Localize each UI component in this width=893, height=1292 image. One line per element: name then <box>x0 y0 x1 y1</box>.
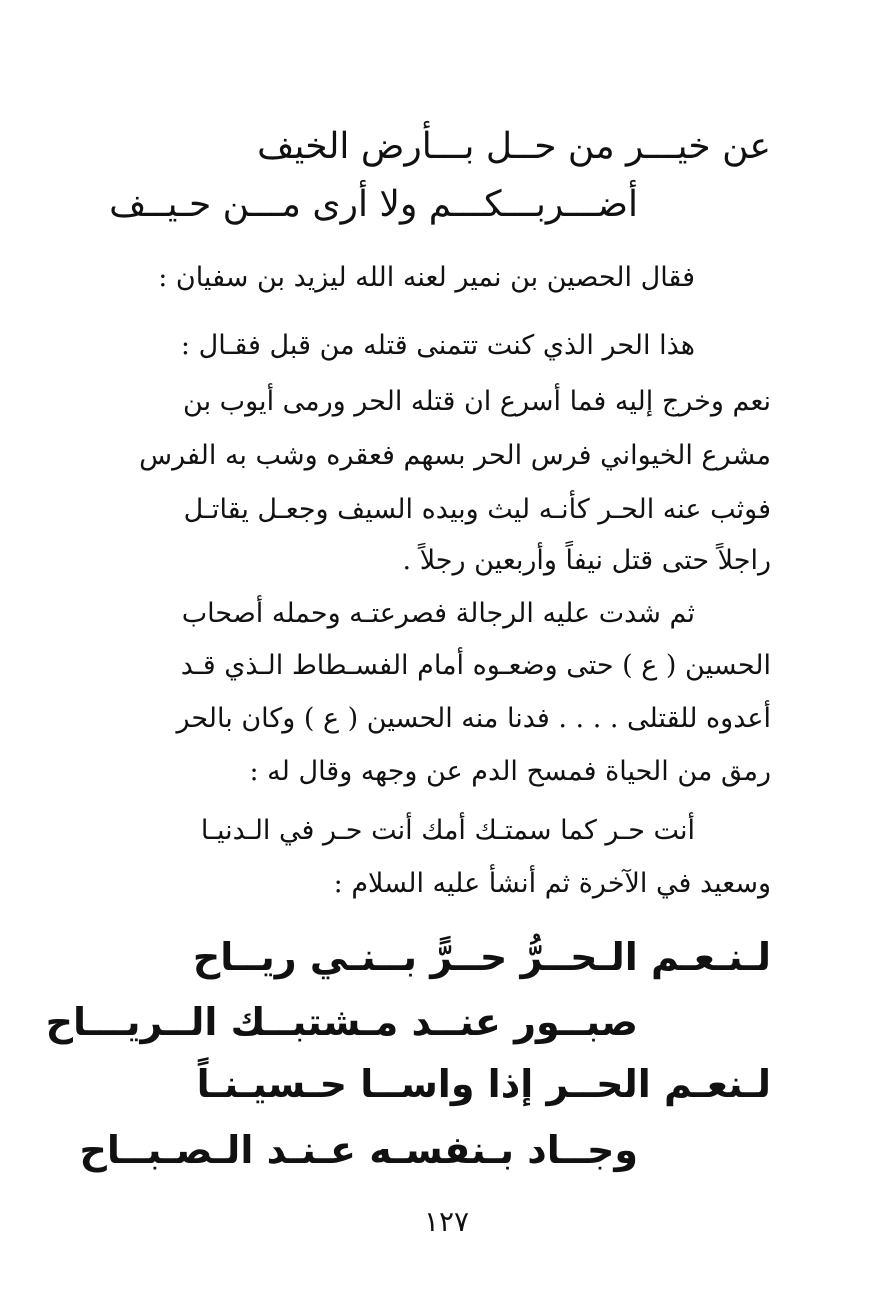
paragraph-2-line-1: ثم شدت عليه الرجالة فصرعتـه وحمله أصحاب <box>181 598 695 629</box>
verse-bottom-line-1: لـنـعـم الـحــرُّ حــرًّ بــنـي ريــاح <box>192 935 771 979</box>
paragraph-1-line-1: هذا الحر الذي كنت تتمنى قتله من قبل فقـال : <box>180 330 695 361</box>
verse-top-line-2: أضـــربـــكـــم ولا أرى مـــن حـيــف <box>109 184 638 225</box>
verse-bottom-line-3: لـنعـم الحــر إذا واســا حـسيـنـاً <box>196 1062 771 1106</box>
intro-line: فقال الحصين بن نمير لعنه الله ليزيد بن سفيان : <box>158 262 695 293</box>
paragraph-2-line-2: الحسين ( ع ) حتى وضعـوه أمام الفسـطاط الـذي قـد <box>180 650 771 681</box>
verse-bottom-line-2: صبــور عنــد مـشتبــك الــريـــاح <box>45 1000 638 1044</box>
paragraph-2-line-4: رمق من الحياة فمسح الدم عن وجهه وقال له : <box>249 756 771 787</box>
paragraph-1-line-2: نعم وخرج إليه فما أسرع ان قتله الحر ورمى أيوب بن <box>183 386 771 417</box>
paragraph-3-line-2: وسعيد في الآخرة ثم أنشأ عليه السلام : <box>333 868 771 899</box>
verse-bottom-line-4: وجــاد بـنفسـه عـنـد الـصـبــاح <box>79 1128 638 1172</box>
paragraph-3-line-1: أنت حـر كما سمتـك أمك أنت حـر في الـدنيـا <box>200 815 695 846</box>
paragraph-1-line-3: مشرع الخيواني فرس الحر بسهم فعقره وشب به الفرس <box>139 440 771 471</box>
paragraph-1-line-4: فوثب عنه الحـر كأنـه ليث وبيده السيف وجعـل يقاتـل <box>183 494 771 525</box>
paragraph-1-line-5: راجلاً حتى قتل نيفاً وأربعين رجلاً . <box>402 545 771 576</box>
verse-top-line-1: عن خيـــر من حــل بـــأرض الخيف <box>257 126 771 167</box>
paragraph-2-line-3: أعدوه للقتلى . . . . فدنا منه الحسين ( ع ) وكان بالحر <box>176 703 771 734</box>
page-number: ١٢٧ <box>423 1205 470 1238</box>
